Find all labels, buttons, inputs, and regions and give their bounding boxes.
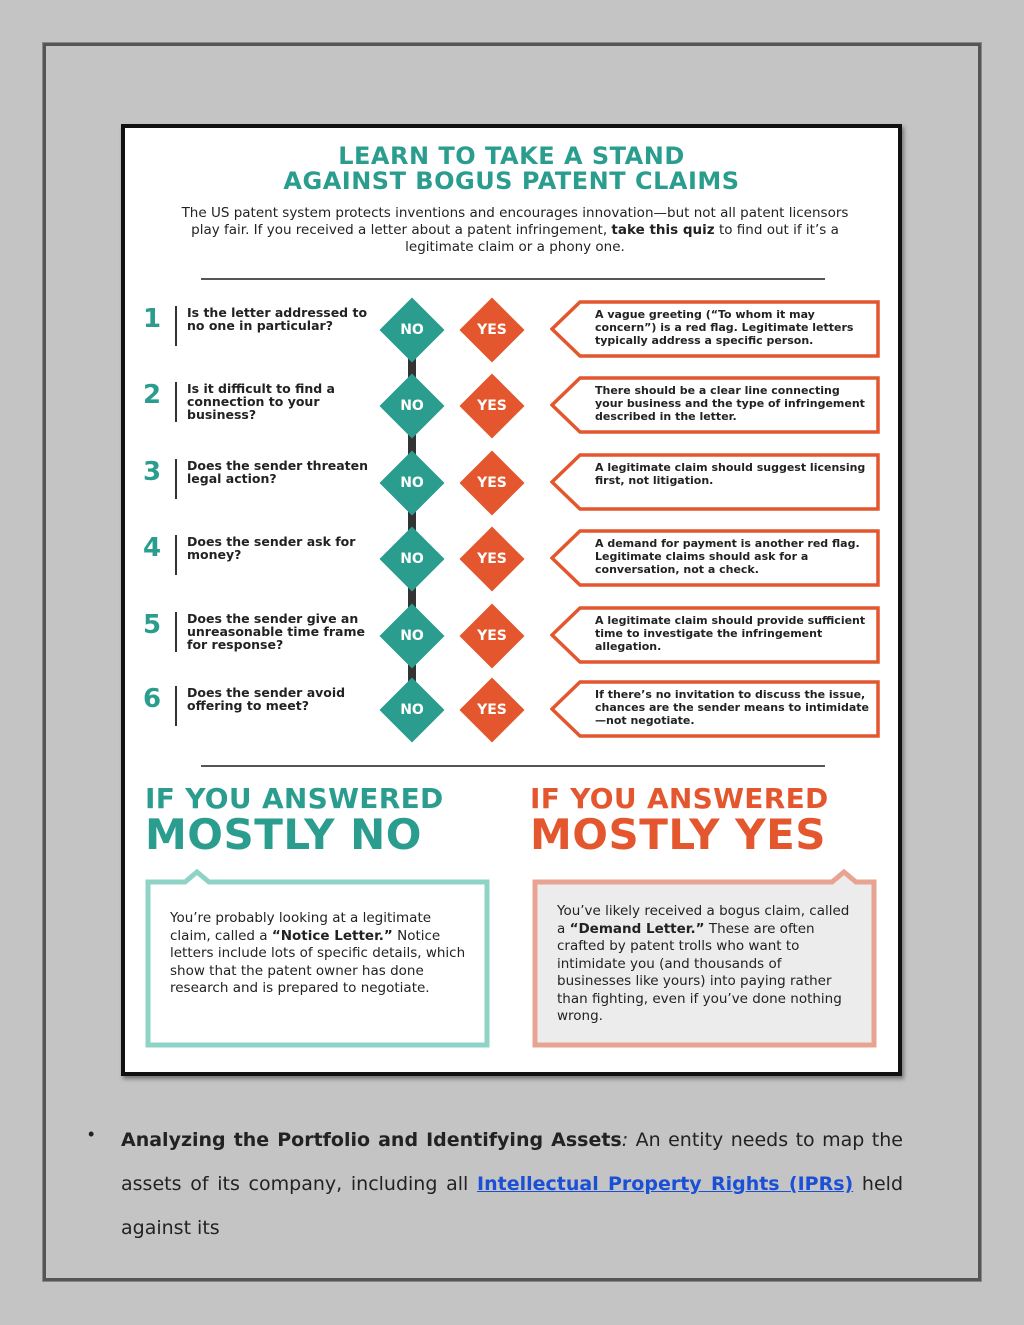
result-yes-bold: “Demand Letter.” xyxy=(569,920,705,937)
answer-callout xyxy=(550,376,878,432)
bullet-text-1: An entity needs to map the assets of its company, including all xyxy=(121,1129,903,1195)
question-number: 6 xyxy=(143,684,162,714)
quiz-row xyxy=(125,376,898,446)
bullet-paragraph xyxy=(121,1118,903,1250)
answer-callout xyxy=(550,300,878,356)
question-number: 4 xyxy=(143,533,162,563)
quiz-row xyxy=(125,300,898,370)
infographic-intro xyxy=(175,205,855,256)
question-text: Does the sender give an unreasonable time frame for response? xyxy=(187,611,365,652)
no-label: NO xyxy=(400,398,424,414)
question-text: Does the sender avoid offering to meet? xyxy=(187,685,346,713)
no-label: NO xyxy=(400,551,424,567)
answer-text: If there’s no invitation to discuss the issue, chances are the sender means to intimidate—not negotiate. xyxy=(595,688,869,727)
divider-bottom xyxy=(201,765,825,767)
answer-callout xyxy=(550,529,878,585)
title-line-2: AGAINST BOGUS PATENT CLAIMS xyxy=(283,167,740,195)
question-divider xyxy=(175,612,177,652)
yes-diamond xyxy=(459,378,525,434)
no-label: NO xyxy=(400,702,424,718)
question-text: Is it difficult to find a connection to your business? xyxy=(187,381,335,422)
quiz-row xyxy=(125,529,898,599)
no-diamond xyxy=(379,531,445,587)
no-label: NO xyxy=(400,322,424,338)
question-number: 2 xyxy=(143,380,162,410)
no-label: NO xyxy=(400,628,424,644)
yes-diamond xyxy=(459,455,525,511)
answer-text: A vague greeting (“To whom it may concern”) is a red flag. Legitimate letters typically address a specific person. xyxy=(595,308,854,347)
ipr-link[interactable]: Intellectual Property Rights (IPRs) xyxy=(477,1173,854,1195)
quiz-row xyxy=(125,453,898,523)
result-yes-text-2: These are often crafted by patent trolls who want to intimidate you (and thousands of businesses like yours) into paying rather than fighting, even if you’ve done nothing wrong. xyxy=(557,920,842,1024)
intro-bold: take this quiz xyxy=(611,222,715,238)
quiz-row xyxy=(125,606,898,676)
yes-label: YES xyxy=(477,398,507,414)
patent-claims-infographic xyxy=(121,124,902,1076)
no-label: NO xyxy=(400,475,424,491)
question-divider xyxy=(175,535,177,575)
result-no-box xyxy=(145,868,490,1048)
result-no-bold: “Notice Letter.” xyxy=(271,927,393,944)
result-yes-heading xyxy=(530,782,829,859)
bullet-icon: • xyxy=(88,1124,95,1144)
answer-text: A demand for payment is another red flag. Legitimate claims should ask for a conversation, not a check. xyxy=(595,537,860,576)
no-diamond xyxy=(379,682,445,738)
result-no-text-1: You’re probably looking at a legitimate claim, called a xyxy=(170,910,432,944)
answer-text: A legitimate claim should suggest licensing first, not litigation. xyxy=(595,461,866,487)
question-text: Is the letter addressed to no one in particular? xyxy=(187,305,368,333)
yes-label: YES xyxy=(477,322,507,338)
question-number: 5 xyxy=(143,610,162,640)
yes-label: YES xyxy=(477,702,507,718)
result-no-line1: IF YOU ANSWERED xyxy=(145,782,444,815)
question-text: Does the sender threaten legal action? xyxy=(187,458,368,486)
answer-callout xyxy=(550,680,878,736)
question-divider xyxy=(175,686,177,726)
bullet-text-2: held against its xyxy=(121,1173,903,1239)
yes-label: YES xyxy=(477,551,507,567)
question-divider xyxy=(175,382,177,422)
result-yes-line1: IF YOU ANSWERED xyxy=(530,782,829,815)
question-divider xyxy=(175,306,177,346)
question-text: Does the sender ask for money? xyxy=(187,534,356,562)
yes-diamond xyxy=(459,531,525,587)
question-number: 3 xyxy=(143,457,162,487)
yes-diamond xyxy=(459,682,525,738)
result-no-heading xyxy=(145,782,444,859)
result-no-text xyxy=(170,910,470,998)
result-yes-text-1: You’ve likely received a bogus claim, called a xyxy=(557,903,850,937)
yes-diamond xyxy=(459,302,525,358)
question-number: 1 xyxy=(143,304,162,334)
infographic-title xyxy=(125,144,898,194)
result-yes-line2: MOSTLY YES xyxy=(530,810,827,859)
no-diamond xyxy=(379,378,445,434)
result-no-line2: MOSTLY NO xyxy=(145,810,423,859)
quiz-row xyxy=(125,680,898,750)
bullet-heading: Analyzing the Portfolio and Identifying Assets xyxy=(121,1129,622,1151)
divider-top xyxy=(201,278,825,280)
yes-diamond xyxy=(459,608,525,664)
yes-label: YES xyxy=(477,628,507,644)
yes-label: YES xyxy=(477,475,507,491)
no-diamond xyxy=(379,608,445,664)
intro-text-2: to find out if it’s a legitimate claim or a phony one. xyxy=(405,222,839,255)
no-diamond xyxy=(379,455,445,511)
no-diamond xyxy=(379,302,445,358)
title-line-1: LEARN TO TAKE A STAND xyxy=(338,142,685,170)
answer-text: A legitimate claim should provide sufficient time to investigate the infringement allegation. xyxy=(595,614,866,653)
question-divider xyxy=(175,459,177,499)
result-yes-text xyxy=(557,903,857,1026)
answer-text: There should be a clear line connecting your business and the type of infringement described in the letter. xyxy=(595,384,865,423)
result-yes-box xyxy=(532,868,877,1048)
result-no-text-2: Notice letters include lots of specific details, which show that the patent owner has done research and is prepared to negotiate. xyxy=(170,927,466,996)
answer-callout xyxy=(550,453,878,509)
answer-callout xyxy=(550,606,878,662)
intro-text-1: The US patent system protects inventions and encourages innovation—but not all patent licensors play fair. If you received a letter about a patent infringement, xyxy=(181,205,849,238)
bullet-colon: : xyxy=(621,1129,629,1151)
